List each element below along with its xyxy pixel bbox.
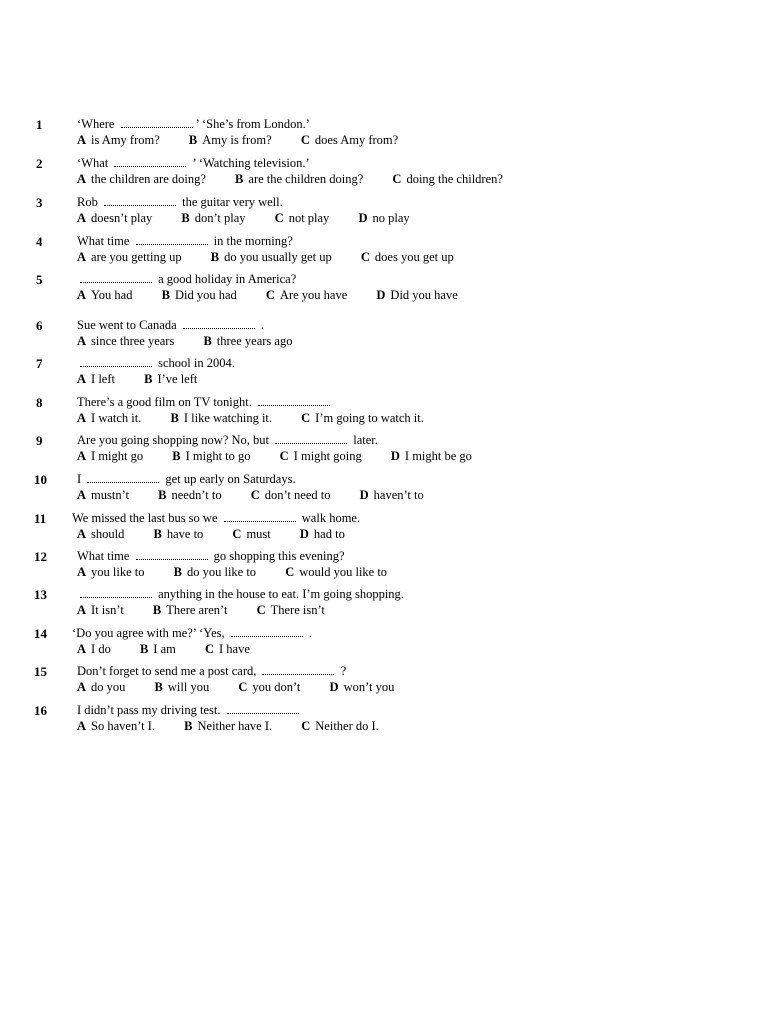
option-text: doesn’t play: [91, 211, 153, 225]
option-letter: C: [274, 211, 284, 225]
option-letter: A: [77, 211, 87, 225]
option-letter: C: [265, 288, 275, 302]
answer-blank[interactable]: [227, 705, 299, 714]
option-text: Neither do I.: [315, 719, 379, 733]
option-letter: B: [203, 334, 212, 348]
question-stem: [77, 703, 302, 718]
option-text: had to: [313, 527, 345, 541]
option-letter: C: [301, 411, 311, 425]
question-stem: [77, 395, 333, 410]
option-letter: A: [77, 680, 87, 694]
option-letter: B: [161, 288, 170, 302]
stem-after: school in 2004.: [155, 356, 235, 370]
option-text: must: [246, 527, 271, 541]
option-text: no play: [372, 211, 410, 225]
option-text: I might going: [293, 449, 362, 463]
option-letter: C: [232, 527, 242, 541]
answer-options: [77, 211, 436, 226]
option-letter: A: [77, 372, 87, 386]
option-text: You had: [91, 288, 133, 302]
option-text: mustn’t: [91, 488, 130, 502]
option-letter: A: [77, 527, 87, 541]
option-a[interactable]: [77, 449, 143, 464]
option-d[interactable]: [391, 449, 472, 464]
answer-blank[interactable]: [224, 513, 296, 522]
question-number: 6: [36, 318, 43, 333]
option-b[interactable]: [235, 172, 363, 187]
option-text: you like to: [91, 565, 145, 579]
question-number: 8: [36, 395, 43, 410]
option-d[interactable]: [360, 488, 424, 503]
answer-options: [77, 527, 371, 542]
option-text: I have: [219, 642, 250, 656]
option-text: needn’t to: [171, 488, 222, 502]
option-a[interactable]: [77, 250, 182, 265]
option-text: Did you have: [390, 288, 458, 302]
question-stem: [77, 318, 264, 333]
option-letter: D: [358, 211, 368, 225]
option-text: do you: [91, 680, 126, 694]
stem-before: ‘Where: [77, 117, 118, 131]
option-letter: B: [144, 372, 153, 386]
option-letter: D: [329, 680, 339, 694]
option-text: I am: [153, 642, 176, 656]
option-text: Amy is from?: [202, 133, 272, 147]
answer-options: [77, 488, 450, 503]
option-text: There aren’t: [166, 603, 228, 617]
option-b[interactable]: [140, 642, 176, 657]
question-stem: [77, 272, 296, 287]
option-text: three years ago: [216, 334, 293, 348]
answer-blank[interactable]: [80, 589, 152, 598]
option-letter: B: [152, 603, 162, 617]
option-letter: B: [170, 411, 179, 425]
option-text: not play: [288, 211, 330, 225]
option-c[interactable]: [285, 565, 387, 580]
question-number: 3: [36, 195, 43, 210]
option-letter: C: [238, 680, 248, 694]
option-b[interactable]: [189, 133, 272, 148]
stem-after: the guitar very well.: [178, 195, 283, 209]
option-text: are you getting up: [91, 250, 182, 264]
option-b[interactable]: [154, 527, 204, 542]
option-text: I watch it.: [91, 411, 142, 425]
answer-blank[interactable]: [87, 474, 159, 483]
stem-after: walk home.: [298, 511, 361, 525]
answer-blank[interactable]: [136, 236, 208, 245]
answer-blank[interactable]: [114, 158, 186, 167]
question-number: 16: [34, 703, 47, 718]
stem-before: ‘Do you agree with me?’ ‘Yes,: [72, 626, 228, 640]
stem-before: I didn’t pass my driving test.: [77, 703, 224, 717]
option-text: don’t need to: [264, 488, 331, 502]
option-c[interactable]: [392, 172, 503, 187]
option-b[interactable]: [181, 211, 245, 226]
option-b[interactable]: [144, 372, 197, 387]
answer-options: [77, 449, 498, 464]
option-letter: D: [390, 449, 400, 463]
stem-after: a good holiday in America?: [155, 272, 297, 286]
answer-blank[interactable]: [80, 358, 152, 367]
option-text: is Amy from?: [91, 133, 160, 147]
option-letter: B: [181, 211, 190, 225]
option-letter: A: [77, 488, 87, 502]
option-letter: B: [158, 488, 167, 502]
option-letter: D: [359, 488, 369, 502]
option-letter: C: [279, 449, 289, 463]
answer-options: [77, 172, 529, 187]
option-b[interactable]: [162, 288, 237, 303]
stem-before: There’s a good film on TV tonight.: [77, 395, 255, 409]
option-text: I left: [91, 372, 115, 386]
option-text: haven’t to: [373, 488, 424, 502]
option-letter: B: [184, 719, 193, 733]
option-text: you don’t: [252, 680, 301, 694]
option-letter: D: [376, 288, 386, 302]
option-letter: A: [77, 603, 87, 617]
stem-after: .: [257, 318, 265, 332]
option-letter: A: [77, 172, 87, 186]
answer-options: [77, 250, 480, 265]
question-stem: [77, 156, 310, 171]
question-number: 9: [36, 433, 43, 448]
question-number: 13: [34, 587, 47, 602]
option-c[interactable]: [251, 488, 331, 503]
question-number: 12: [34, 549, 47, 564]
question-number: 4: [36, 234, 43, 249]
option-d[interactable]: [330, 680, 395, 695]
answer-blank[interactable]: [231, 628, 303, 637]
option-b[interactable]: [184, 719, 272, 734]
option-text: There isn’t: [270, 603, 325, 617]
option-text: are the children doing?: [248, 172, 364, 186]
option-text: won’t you: [343, 680, 395, 694]
answer-options: [77, 334, 318, 349]
option-letter: C: [250, 488, 260, 502]
option-a[interactable]: [77, 172, 206, 187]
question-stem: [72, 626, 312, 641]
question-stem: [77, 234, 293, 249]
option-letter: A: [77, 288, 87, 302]
option-a[interactable]: [77, 527, 124, 542]
answer-options: [77, 680, 420, 695]
option-c[interactable]: [361, 250, 454, 265]
question-stem: [77, 195, 283, 210]
option-text: would you like to: [299, 565, 388, 579]
option-d[interactable]: [358, 211, 409, 226]
option-letter: B: [173, 565, 182, 579]
option-text: I’ve left: [157, 372, 198, 386]
option-text: since three years: [91, 334, 175, 348]
stem-after: ?: [337, 664, 347, 678]
option-text: I might be go: [404, 449, 472, 463]
option-b[interactable]: [203, 334, 292, 349]
option-letter: B: [210, 250, 220, 264]
option-c[interactable]: [301, 411, 424, 426]
option-b[interactable]: [158, 488, 221, 503]
option-c[interactable]: [275, 211, 330, 226]
option-text: do you like to: [186, 565, 257, 579]
stem-before: Sue went to Canada: [77, 318, 180, 332]
option-a[interactable]: [77, 372, 115, 387]
option-text: I do: [91, 642, 111, 656]
option-text: the children are doing?: [91, 172, 206, 186]
option-letter: D: [299, 527, 309, 541]
answer-options: [77, 288, 484, 303]
stem-after: in the morning?: [210, 234, 293, 248]
answer-options: [77, 642, 276, 657]
question-number: 7: [36, 356, 43, 371]
option-text: Are you have: [279, 288, 348, 302]
answer-blank[interactable]: [80, 274, 152, 283]
option-text: doing the children?: [406, 172, 503, 186]
option-letter: A: [77, 250, 87, 264]
option-letter: A: [77, 133, 87, 147]
option-d[interactable]: [376, 288, 457, 303]
option-letter: C: [301, 719, 311, 733]
option-letter: B: [235, 172, 244, 186]
stem-before: Are you going shopping now? No, but: [77, 433, 273, 447]
option-text: have to: [166, 527, 204, 541]
option-a[interactable]: [77, 411, 141, 426]
option-text: don’t play: [194, 211, 246, 225]
option-b[interactable]: [211, 250, 332, 265]
answer-blank[interactable]: [275, 435, 347, 444]
option-b[interactable]: [174, 565, 256, 580]
answer-blank[interactable]: [121, 119, 193, 128]
option-b[interactable]: [171, 411, 273, 426]
stem-before: What time: [77, 234, 133, 248]
option-text: I like watching it.: [183, 411, 273, 425]
option-letter: B: [154, 680, 163, 694]
stem-after: ’ ‘Watching television.’: [189, 156, 310, 170]
option-letter: C: [204, 642, 215, 656]
option-c[interactable]: [301, 133, 398, 148]
stem-before: ‘What: [77, 156, 112, 170]
question-number: 14: [34, 626, 47, 641]
question-stem: [77, 433, 378, 448]
option-text: Did you had: [174, 288, 237, 302]
option-a[interactable]: [77, 680, 125, 695]
answer-blank[interactable]: [262, 666, 334, 675]
answer-options: [77, 565, 413, 580]
option-c[interactable]: [266, 288, 347, 303]
answer-options: [77, 603, 351, 618]
option-letter: C: [392, 172, 402, 186]
option-letter: A: [77, 334, 87, 348]
option-a[interactable]: [77, 334, 174, 349]
option-a[interactable]: [77, 565, 145, 580]
answer-options: [77, 719, 405, 734]
option-text: I might go: [91, 449, 144, 463]
answer-options: [77, 372, 223, 387]
question-number: 5: [36, 272, 43, 287]
answer-blank[interactable]: [258, 397, 330, 406]
stem-after: .: [305, 626, 312, 640]
option-letter: B: [172, 449, 181, 463]
stem-before: I: [77, 472, 85, 486]
question-number: 2: [36, 156, 43, 171]
question-stem: [77, 472, 296, 487]
option-letter: C: [300, 133, 310, 147]
option-letter: B: [139, 642, 149, 656]
option-a[interactable]: [77, 642, 111, 657]
option-letter: B: [188, 133, 198, 147]
option-d[interactable]: [300, 527, 345, 542]
question-stem: [77, 356, 235, 371]
option-letter: A: [77, 449, 87, 463]
answer-blank[interactable]: [104, 197, 176, 206]
option-text: I’m going to watch it.: [315, 411, 424, 425]
option-a[interactable]: [77, 288, 132, 303]
stem-before: Don’t forget to send me a post card,: [77, 664, 260, 678]
stem-after: ’ ‘She’s from London.’: [195, 117, 310, 131]
question-number: 15: [34, 664, 47, 679]
option-c[interactable]: [280, 449, 362, 464]
option-text: should: [91, 527, 125, 541]
option-text: will you: [167, 680, 210, 694]
option-c[interactable]: [205, 642, 250, 657]
stem-before: What time: [77, 549, 133, 563]
question-number: 11: [34, 511, 47, 526]
option-letter: A: [77, 411, 87, 425]
option-letter: C: [285, 565, 295, 579]
option-c[interactable]: [257, 603, 325, 618]
option-a[interactable]: [77, 488, 129, 503]
stem-after: get up early on Saturdays.: [162, 472, 296, 486]
question-number: 1: [36, 117, 43, 132]
option-c[interactable]: [238, 680, 300, 695]
answer-blank[interactable]: [183, 320, 255, 329]
option-letter: A: [77, 565, 87, 579]
answer-options: [77, 411, 450, 426]
option-letter: A: [77, 719, 87, 733]
question-stem: [77, 587, 404, 602]
option-letter: B: [153, 527, 162, 541]
question-stem: [77, 664, 346, 679]
question-stem: [72, 511, 360, 526]
stem-after: anything in the house to eat. I’m going shopping.: [155, 587, 404, 601]
option-text: I might to go: [185, 449, 251, 463]
option-a[interactable]: [77, 603, 124, 618]
stem-after: go shopping this evening?: [210, 549, 345, 563]
stem-after: later.: [350, 433, 378, 447]
option-text: So haven’t I.: [91, 719, 156, 733]
option-text: Neither have I.: [197, 719, 273, 733]
option-letter: C: [360, 250, 370, 264]
option-text: do you usually get up: [224, 250, 332, 264]
stem-before: We missed the last bus so we: [72, 511, 221, 525]
question-number: 10: [34, 472, 47, 487]
option-b[interactable]: [153, 603, 228, 618]
option-b[interactable]: [155, 680, 210, 695]
option-text: It isn’t: [91, 603, 124, 617]
question-stem: [77, 117, 310, 132]
answer-blank[interactable]: [136, 551, 208, 560]
option-letter: A: [77, 642, 87, 656]
option-letter: C: [256, 603, 266, 617]
option-c[interactable]: [301, 719, 379, 734]
option-a[interactable]: [77, 133, 160, 148]
option-b[interactable]: [172, 449, 250, 464]
question-stem: [77, 549, 345, 564]
option-text: does Amy from?: [314, 133, 399, 147]
option-a[interactable]: [77, 211, 152, 226]
stem-before: Rob: [77, 195, 101, 209]
answer-options: [77, 133, 424, 148]
option-text: does you get up: [374, 250, 454, 264]
option-a[interactable]: [77, 719, 155, 734]
option-c[interactable]: [232, 527, 270, 542]
